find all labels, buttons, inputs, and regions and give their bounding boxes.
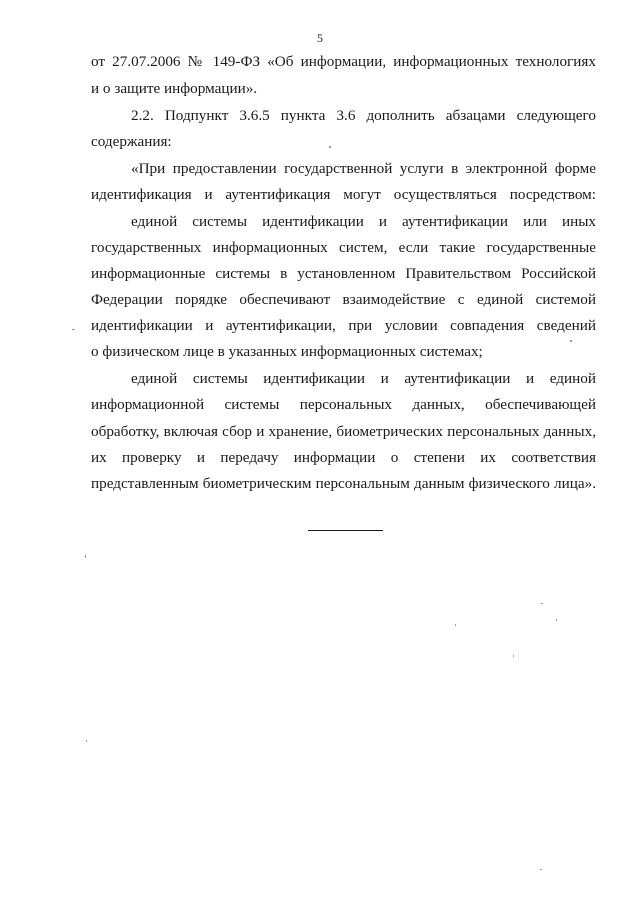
scan-speck (540, 869, 542, 870)
scan-speck (455, 624, 456, 626)
text-line: идентификации и аутентификации, при условии совпадения сведений (91, 317, 596, 334)
text-line: единой системы идентификации и аутентификации и единой (131, 370, 596, 387)
text-line: о физическом лице в указанных информационных системах; (91, 343, 483, 360)
end-rule (308, 530, 383, 531)
text-line: содержания: (91, 133, 172, 150)
text-line: 2.2. Подпункт 3.6.5 пункта 3.6 дополнить абзацами следующего (131, 107, 596, 124)
text-line: информационной системы персональных данных, обеспечивающей (91, 396, 596, 413)
scan-speck (541, 603, 543, 604)
text-line: и о защите информации». (91, 80, 258, 97)
text-line: государственных информационных систем, если такие государственные (91, 239, 596, 256)
text-line: обработку, включая сбор и хранение, биометрических персональных данных, (91, 423, 596, 440)
scan-speck (329, 146, 331, 148)
scan-speck (556, 619, 557, 621)
text-line: единой системы идентификации и аутентификации или иных (131, 213, 596, 230)
text-line: их проверку и передачу информации о степени их соответствия (91, 449, 596, 466)
text-line: от 27.07.2006 № 149-ФЗ «Об информации, информационных технологиях (91, 53, 596, 70)
text-line: «При предоставлении государственной услуги в электронной форме (131, 160, 596, 177)
scan-speck (513, 655, 514, 657)
scan-speck (72, 329, 75, 330)
text-line: представленным биометрическим персональным данным физического лица». (91, 475, 596, 492)
text-line: идентификация и аутентификация могут осуществляться посредством: (91, 186, 596, 203)
scan-speck (85, 555, 86, 558)
scan-speck (86, 740, 87, 742)
page-number: 5 (317, 31, 323, 45)
text-line: Федерации порядке обеспечивают взаимодействие с единой системой (91, 291, 596, 308)
scan-speck (570, 340, 572, 342)
text-line: информационные системы в установленном Правительством Российской (91, 265, 596, 282)
